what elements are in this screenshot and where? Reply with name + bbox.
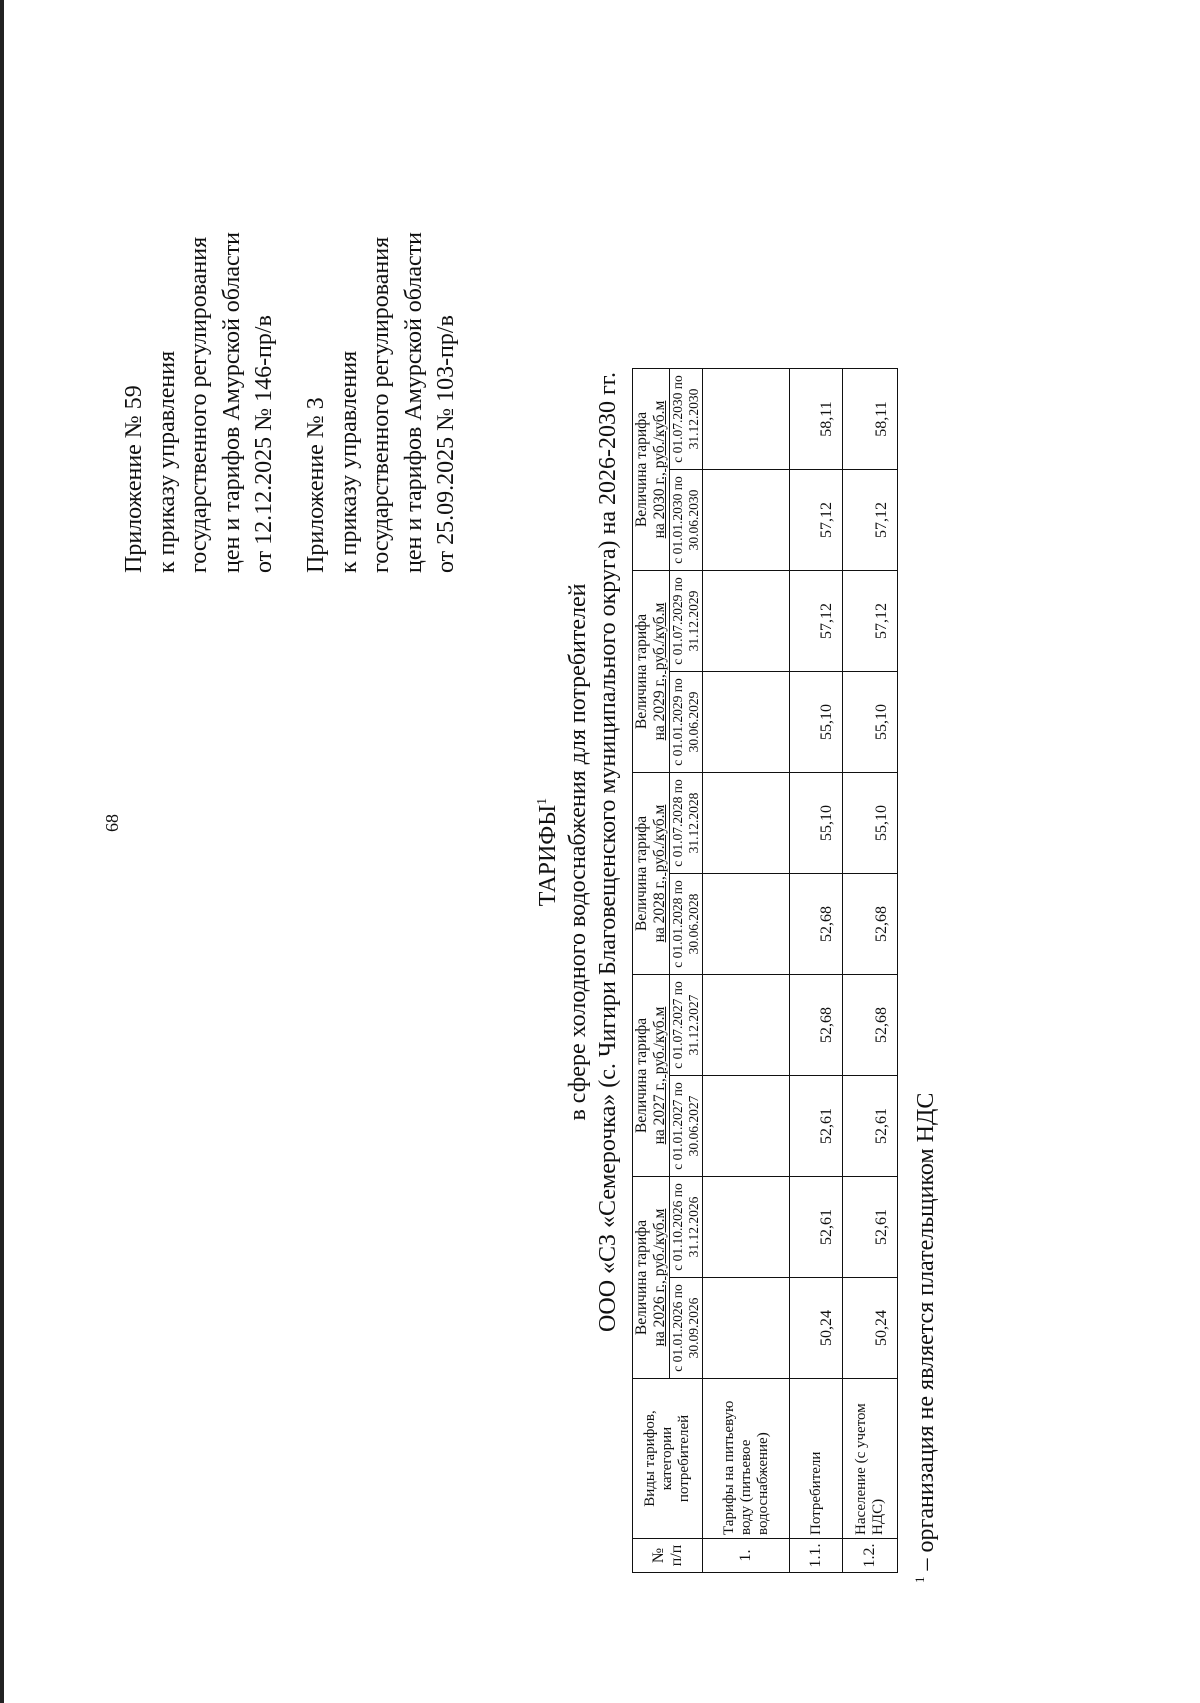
table-row	[790, 369, 843, 1573]
header-year-line: на 2027 г., руб./куб.м	[651, 1006, 668, 1145]
tariff-value: 57,12	[843, 571, 898, 672]
header-tariff-type: Виды тарифов, категории потребителей	[633, 1379, 703, 1539]
tariff-value	[703, 1278, 790, 1379]
appendix-line: цен и тарифов Амурской области	[400, 231, 427, 573]
row-name: Население (с учетом НДС)	[843, 1379, 898, 1539]
row-number: 1.2.	[843, 1539, 898, 1573]
tariff-value: 52,68	[790, 975, 843, 1076]
tariff-value: 52,68	[843, 975, 898, 1076]
header-year-line: на 2030 г., руб./куб.м	[651, 400, 668, 539]
appendix-line: от 25.09.2025 № 103-пр/в	[433, 315, 459, 573]
period-header: с 01.01.2026 по 30.09.2026	[670, 1278, 703, 1379]
appendix-line: Приложение № 3	[303, 397, 329, 573]
tariff-value: 50,24	[790, 1278, 843, 1379]
header-year-2026	[633, 1177, 670, 1379]
tariff-value: 58,11	[790, 369, 843, 470]
appendix-note-1	[118, 232, 281, 573]
document-title	[528, 321, 563, 1383]
header-year-line: на 2026 г., руб./куб.м	[651, 1208, 668, 1347]
tariff-value: 57,12	[790, 571, 843, 672]
document-subtitle: в сфере холодного водоснабжения для потребителей	[565, 583, 591, 1121]
header-number: № п/п	[633, 1539, 703, 1573]
row-number: 1.	[703, 1539, 790, 1573]
tariff-value: 52,68	[790, 874, 843, 975]
page-number: 68	[102, 814, 122, 832]
header-year-2028	[633, 773, 670, 975]
tariff-value	[703, 773, 790, 874]
tariff-value: 52,61	[843, 1076, 898, 1177]
tariff-value	[703, 571, 790, 672]
period-header: с 01.01.2029 по 30.06.2029	[670, 672, 703, 773]
title-block	[528, 321, 623, 1383]
period-header: с 01.07.2030 по 31.12.2030	[670, 369, 703, 470]
header-year-caption: Величина тарифа	[633, 613, 650, 730]
period-header: с 01.01.2030 по 30.06.2030	[670, 470, 703, 571]
tariff-value: 52,61	[790, 1177, 843, 1278]
tariff-value: 57,12	[790, 470, 843, 571]
appendix-note-2	[300, 232, 463, 573]
tariff-value: 52,68	[843, 874, 898, 975]
appendix-line: к приказу управления	[335, 350, 362, 573]
period-header: с 01.07.2028 по 31.12.2028	[670, 773, 703, 874]
header-year-2029	[633, 571, 670, 773]
table-row	[703, 369, 790, 1573]
tariff-value	[703, 975, 790, 1076]
header-year-caption: Величина тарифа	[633, 815, 650, 932]
period-header: с 01.01.2028 по 30.06.2028	[670, 874, 703, 975]
tariff-value: 52,61	[843, 1177, 898, 1278]
table-header-row	[633, 369, 670, 1573]
footnote	[906, 1093, 940, 1583]
period-header: с 01.07.2029 по 31.12.2029	[670, 571, 703, 672]
appendix-line: государственного регулирования	[186, 236, 212, 573]
appendix-line: Приложение № 59	[121, 385, 147, 573]
tariff-value: 52,61	[790, 1076, 843, 1177]
title-text: ТАРИФЫ	[535, 804, 561, 907]
appendix-line: государственного регулирования	[368, 236, 394, 573]
footnote-mark: 1	[912, 1576, 927, 1583]
tariff-value: 55,10	[790, 672, 843, 773]
title-footnote-mark: 1	[535, 797, 550, 805]
header-year-caption: Величина тарифа	[633, 1017, 650, 1134]
table-row	[843, 369, 898, 1573]
appendix-line: к приказу управления	[153, 350, 180, 573]
header-year-2027	[633, 975, 670, 1177]
tariff-value: 58,11	[843, 369, 898, 470]
tariff-value	[703, 1076, 790, 1177]
row-name: Потребители	[790, 1379, 843, 1539]
tariff-value: 57,12	[843, 470, 898, 571]
tariff-value: 50,24	[843, 1278, 898, 1379]
tariff-value	[703, 1177, 790, 1278]
header-year-line: на 2028 г., руб./куб.м	[651, 804, 668, 943]
tariff-value	[703, 672, 790, 773]
header-year-line: на 2029 г., руб./куб.м	[651, 602, 668, 741]
appendix-line: цен и тарифов Амурской области	[218, 231, 245, 573]
footnote-text: – организация не является плательщиком НДС	[913, 1092, 939, 1577]
document-organization: ООО «СЗ «Семерочка» (с. Чигири Благовещенского муниципального округа) на 2026-2030 гг.	[595, 372, 621, 1332]
row-number: 1.1.	[790, 1539, 843, 1573]
header-year-caption: Величина тарифа	[633, 411, 650, 528]
period-header: с 01.01.2027 по 30.06.2027	[670, 1076, 703, 1177]
tariff-table	[632, 368, 898, 1573]
tariff-value: 55,10	[843, 773, 898, 874]
appendix-line: от 12.12.2025 № 146-пр/в	[251, 315, 277, 573]
header-year-caption: Величина тарифа	[633, 1219, 650, 1336]
period-header: с 01.10.2026 по 31.12.2026	[670, 1177, 703, 1278]
tariff-value	[703, 470, 790, 571]
tariff-value	[703, 874, 790, 975]
tariff-value	[703, 369, 790, 470]
tariff-value: 55,10	[843, 672, 898, 773]
tariff-value: 55,10	[790, 773, 843, 874]
row-name: Тарифы на питьевую воду (питьевое водоснабжение)	[703, 1379, 790, 1539]
period-header: с 01.07.2027 по 31.12.2027	[670, 975, 703, 1076]
header-year-2030	[633, 369, 670, 571]
